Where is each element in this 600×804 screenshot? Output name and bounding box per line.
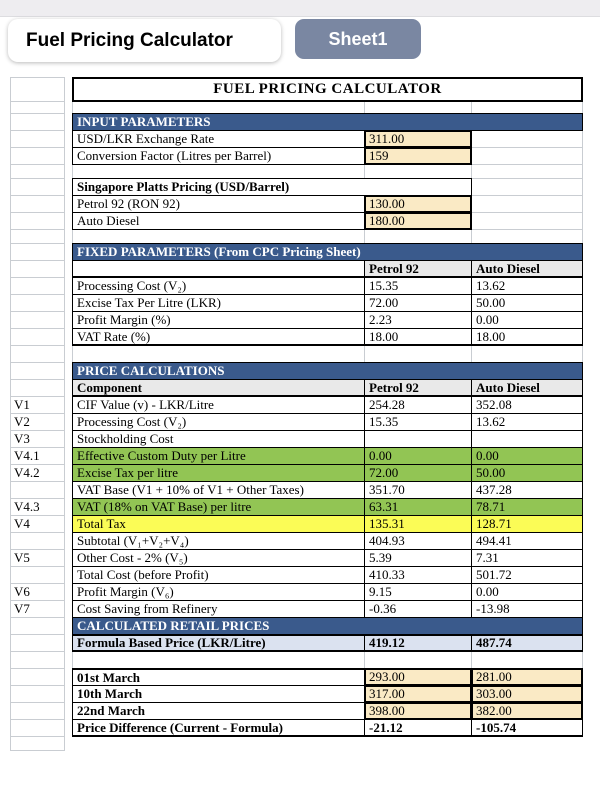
calc-row-vat-base (0, 481, 600, 499)
value-cell[interactable]: 2.23 (364, 311, 472, 329)
value-cell[interactable]: 72.00 (364, 294, 472, 312)
row-label: Total Tax (72, 515, 365, 533)
value-cell[interactable]: 352.08 (471, 396, 583, 414)
empty-row (0, 229, 600, 244)
table-row-vat-rate (0, 328, 600, 346)
row-label: 22nd March (72, 702, 365, 720)
calc-row-subtotal (0, 532, 600, 550)
calc-row-v7 (0, 600, 600, 618)
value-cell[interactable]: 351.70 (364, 481, 472, 499)
value-cell[interactable]: 487.74 (471, 634, 583, 652)
row-label: Subtotal (V₁+V₂+V₄) (72, 532, 365, 550)
empty-row (0, 164, 600, 179)
row-code: V4 (10, 515, 65, 533)
empty-row (0, 736, 600, 751)
price-calculations-header-row (0, 362, 600, 380)
table-row-conversion-factor (0, 147, 600, 165)
row-label: Other Cost - 2% (V₅) (72, 549, 365, 567)
row-label: Profit Margin (V₆) (72, 583, 365, 601)
table-row-excise-tax (0, 294, 600, 312)
row-code: V3 (10, 430, 65, 448)
tab-sheet1[interactable] (295, 19, 421, 59)
value-cell[interactable]: 0.00 (471, 583, 583, 601)
value-cell[interactable]: 50.00 (471, 464, 583, 482)
value-cell[interactable]: -21.12 (364, 719, 472, 737)
tab-sheet-label: Sheet1 (328, 28, 388, 49)
column-header-petrol92: Petrol 92 (364, 379, 472, 397)
section-header-price-calculations: PRICE CALCULATIONS (72, 362, 583, 380)
value-cell[interactable] (364, 430, 472, 448)
row-code (10, 566, 65, 584)
table-row-profit-margin-pct (0, 311, 600, 329)
row-label: VAT (18% on VAT Base) per litre (72, 498, 365, 516)
calc-row-v4-1 (0, 447, 600, 465)
calc-row-v1 (0, 396, 600, 414)
value-cell[interactable]: 0.00 (364, 447, 472, 465)
row-label: 01st March (72, 668, 365, 686)
history-row-01-march (0, 668, 600, 686)
value-cell[interactable]: 7.31 (471, 549, 583, 567)
value-cell[interactable]: 135.31 (364, 515, 472, 533)
row-label: Profit Margin (%) (72, 311, 365, 329)
input-cell-exchange-rate[interactable]: 311.00 (364, 130, 472, 148)
row-code (10, 532, 65, 550)
row-label: Petrol 92 (RON 92) (72, 195, 365, 213)
title-row (0, 77, 600, 102)
row-code: V1 (10, 396, 65, 414)
row-code: V4.3 (10, 498, 65, 516)
value-cell[interactable]: 419.12 (364, 634, 472, 652)
value-cell[interactable]: 437.28 (471, 481, 583, 499)
history-row-22-march (0, 702, 600, 720)
row-label: Processing Cost (V₂) (72, 277, 365, 295)
value-cell[interactable]: 18.00 (471, 328, 583, 346)
calc-row-v6 (0, 583, 600, 601)
row-code (10, 481, 65, 499)
value-cell[interactable]: 78.71 (471, 498, 583, 516)
column-header-component: Component (72, 379, 365, 397)
value-cell[interactable]: 72.00 (364, 464, 472, 482)
value-cell[interactable]: 15.35 (364, 413, 472, 431)
value-cell[interactable]: 0.00 (471, 447, 583, 465)
table-row-petrol92-platts (0, 195, 600, 213)
row-label: VAT Base (V1 + 10% of V1 + Other Taxes) (72, 481, 365, 499)
value-cell[interactable]: -13.98 (471, 600, 583, 618)
value-cell[interactable]: -105.74 (471, 719, 583, 737)
tab-doc-label: Fuel Pricing Calculator (26, 29, 233, 51)
spreadsheet (0, 69, 600, 751)
calc-subheader-row (0, 379, 600, 397)
price-difference-row (0, 719, 600, 737)
input-parameters-header-row (0, 113, 600, 131)
tab-bar (0, 17, 600, 69)
value-cell[interactable]: 0.00 (471, 311, 583, 329)
platts-header: Singapore Platts Pricing (USD/Barrel) (72, 178, 472, 196)
input-cell-diesel-platts[interactable]: 180.00 (364, 212, 472, 230)
column-header-diesel: Auto Diesel (471, 260, 583, 278)
row-label: VAT Rate (%) (72, 328, 365, 346)
table-row-exchange-rate (0, 130, 600, 148)
retail-prices-header-row (0, 617, 600, 635)
row-code: V4.2 (10, 464, 65, 482)
calc-row-v4-2 (0, 464, 600, 482)
value-cell[interactable]: 15.35 (364, 277, 472, 295)
row-label: Formula Based Price (LKR/Litre) (72, 634, 365, 652)
section-header-fixed-parameters: FIXED PARAMETERS (From CPC Pricing Sheet) (72, 243, 583, 261)
fixed-parameters-header-row (0, 243, 600, 261)
value-cell[interactable] (471, 430, 583, 448)
input-cell-price-01-march[interactable]: 281.00 (471, 668, 583, 686)
value-cell[interactable]: -0.36 (364, 600, 472, 618)
row-code: V7 (10, 600, 65, 618)
row-label: Auto Diesel (72, 212, 365, 230)
platts-header-row (0, 178, 600, 196)
value-cell[interactable]: 410.33 (364, 566, 472, 584)
empty-row (0, 651, 600, 669)
formula-price-row (0, 634, 600, 652)
value-cell[interactable]: 404.93 (364, 532, 472, 550)
row-label: Price Difference (Current - Formula) (72, 719, 365, 737)
input-cell-conversion-factor[interactable]: 159 (364, 147, 472, 165)
value-cell[interactable]: 501.72 (471, 566, 583, 584)
value-cell[interactable]: 128.71 (471, 515, 583, 533)
value-cell[interactable]: 18.00 (364, 328, 472, 346)
history-row-10-march (0, 685, 600, 703)
section-header-input-parameters: INPUT PARAMETERS (72, 113, 583, 131)
window-top-strip (0, 0, 600, 17)
fixed-subheader-row (0, 260, 600, 278)
row-label: Conversion Factor (Litres per Barrel) (72, 147, 365, 165)
value-cell[interactable]: 13.62 (471, 413, 583, 431)
row-label: Stockholding Cost (72, 430, 365, 448)
column-header-petrol92: Petrol 92 (364, 260, 472, 278)
section-header-retail-prices: CALCULATED RETAIL PRICES (72, 617, 583, 635)
column-header-diesel: Auto Diesel (471, 379, 583, 397)
input-cell-price-22-march[interactable]: 382.00 (471, 702, 583, 720)
value-cell[interactable]: 9.15 (364, 583, 472, 601)
value-cell[interactable]: 494.41 (471, 532, 583, 550)
row-label: Excise Tax Per Litre (LKR) (72, 294, 365, 312)
row-code: V5 (10, 549, 65, 567)
calc-row-v4-total-tax (0, 515, 600, 533)
calc-row-v2 (0, 413, 600, 431)
row-label: Processing Cost (V₂) (72, 413, 365, 431)
row-label: Excise Tax per litre (72, 464, 365, 482)
page-title: FUEL PRICING CALCULATOR (72, 77, 583, 102)
input-cell-price-01-march[interactable]: 293.00 (364, 668, 472, 686)
input-cell-price-22-march[interactable]: 398.00 (364, 702, 472, 720)
row-code: V2 (10, 413, 65, 431)
value-cell[interactable]: 50.00 (471, 294, 583, 312)
row-label: Cost Saving from Refinery (72, 600, 365, 618)
table-row-processing-cost (0, 277, 600, 295)
input-cell-price-10-march[interactable]: 303.00 (471, 685, 583, 703)
value-cell[interactable]: 5.39 (364, 549, 472, 567)
value-cell[interactable]: 13.62 (471, 277, 583, 295)
calc-row-v3 (0, 430, 600, 448)
table-row-diesel-platts (0, 212, 600, 230)
calc-row-v5 (0, 549, 600, 567)
row-code: V4.1 (10, 447, 65, 465)
tab-fuel-pricing-calculator[interactable] (8, 19, 281, 62)
row-label: USD/LKR Exchange Rate (72, 130, 365, 148)
value-cell[interactable]: 63.31 (364, 498, 472, 516)
row-label: CIF Value (v) - LKR/Litre (72, 396, 365, 414)
calc-row-total-cost (0, 566, 600, 584)
input-cell-price-10-march[interactable]: 317.00 (364, 685, 472, 703)
row-label: Total Cost (before Profit) (72, 566, 365, 584)
row-label: 10th March (72, 685, 365, 703)
empty-row (0, 345, 600, 363)
value-cell[interactable]: 254.28 (364, 396, 472, 414)
row-header-cell (10, 77, 65, 102)
row-label: Effective Custom Duty per Litre (72, 447, 365, 465)
input-cell-petrol92-platts[interactable]: 130.00 (364, 195, 472, 213)
row-code: V6 (10, 583, 65, 601)
calc-row-v4-3 (0, 498, 600, 516)
